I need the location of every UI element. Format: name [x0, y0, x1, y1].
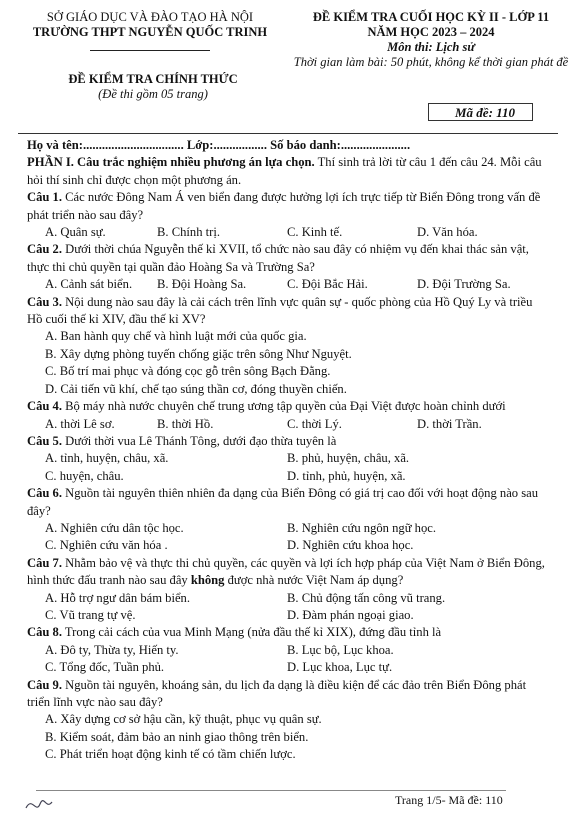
department-name: SỞ GIÁO DỤC VÀ ĐÀO TẠO HÀ NỘI: [46, 10, 254, 24]
q8-options-row2: [27, 659, 547, 676]
official-block: [18, 72, 288, 102]
q4-options: [27, 416, 547, 433]
q5-option-c: C. huyện, châu.: [45, 468, 124, 483]
q5-option-a: A. tỉnh, huyện, châu, xã.: [45, 451, 169, 466]
exam-code-box: Mã đề: 110: [428, 103, 533, 121]
q4-option-b: B. thời Hồ.: [157, 416, 214, 431]
header-right: [290, 10, 572, 70]
q5-options-row1: [27, 450, 547, 467]
q4-option-d: D. thời Trần.: [417, 416, 482, 431]
q2-option-a: A. Cảnh sát biển.: [45, 277, 133, 292]
official-title: ĐỀ KIỂM TRA CHÍNH THỨC: [68, 72, 238, 86]
exam-title: ĐỀ KIỂM TRA CUỐI HỌC KỲ II - LỚP 11: [312, 10, 550, 24]
header-left: [0, 10, 300, 40]
q6-option-c: C. Nghiên cứu văn hóa .: [45, 538, 168, 553]
q1-options: [27, 224, 547, 241]
time-limit: Thời gian làm bài: 50 phút, không kể thời gian phát đề: [293, 55, 569, 69]
q3-option-a: A. Ban hành quy chế và hình luật mới của quốc gia.: [45, 329, 307, 344]
page-count: (Đề thi gồm 05 trang): [98, 87, 208, 101]
class-field: Lớp:.................: [186, 138, 267, 152]
q4-option-a: A. thời Lê sơ.: [45, 416, 115, 431]
q7-options-row1: [27, 590, 547, 607]
q2-option-b: B. Đội Hoàng Sa.: [157, 277, 247, 292]
exam-body: [27, 137, 547, 764]
question-7: Câu 7. Nhằm bảo vệ và thực thi chủ quyền, các quyền và lợi ích hợp pháp của Việt Nam ở Biển Đông, hình thức đấu tranh nào sau đây không được nhà nước Việt Nam áp dụng?: [27, 555, 545, 588]
q9-option-a: A. Xây dựng cơ sở hậu cần, kỹ thuật, phục vụ quân sự.: [45, 712, 322, 727]
q2-options: [27, 276, 547, 293]
q1-option-c: C. Kinh tế.: [287, 225, 343, 240]
q5-option-b: B. phủ, huyện, châu, xã.: [287, 451, 410, 466]
part1-heading: PHẦN I. Câu trắc nghiệm nhiều phương án lựa chọn. Thí sinh trả lời từ câu 1 đến câu 24. Mỗi câu hỏi thí sinh chỉ được chọn một phương án.: [27, 155, 542, 187]
q6-options-row1: [27, 520, 547, 537]
question-9: Câu 9. Nguồn tài nguyên, khoáng sản, du lịch đa dạng là điều kiện để các đảo trên Biển Đông phát triển lĩnh vực nào sau đây?: [27, 677, 527, 709]
q7-options-row2: [27, 607, 547, 624]
question-6: Câu 6. Nguồn tài nguyên thiên nhiên đa dạng của Biển Đông có giá trị cao đối với hoạt động nào sau đây?: [27, 486, 539, 518]
id-field: Số báo danh:......................: [270, 138, 411, 152]
question-4: Câu 4. Bộ máy nhà nước chuyên chế trung ương tập quyền của Đại Việt được hoàn chỉnh dưới: [27, 399, 506, 414]
q6-option-a: A. Nghiên cứu dân tộc học.: [45, 520, 184, 535]
q7-option-c: C. Vũ trang tự vệ.: [45, 607, 136, 622]
question-8: Câu 8. Trong cải cách của vua Minh Mạng (nửa đầu thế kỉ XIX), đứng đầu tỉnh là: [27, 625, 442, 640]
q8-option-c: C. Tổng đốc, Tuần phủ.: [45, 660, 165, 675]
name-field: Họ và tên:................................: [27, 138, 184, 152]
question-3: Câu 3. Nội dung nào sau đây là cải cách trên lĩnh vực quân sự - quốc phòng của Hồ Quý Ly và triều Hồ cuối thế kỉ XIV, đầu thế kỉ XV?: [27, 294, 533, 327]
q6-option-d: D. Nghiên cứu khoa học.: [287, 538, 414, 553]
q1-option-b: B. Chính trị.: [157, 225, 220, 240]
q5-options-row2: [27, 468, 547, 485]
q6-options-row2: [27, 537, 547, 554]
question-1: Câu 1. Các nước Đông Nam Á ven biển đang được hưởng lợi ích trực tiếp từ Biển Đông trong vấn đề phát triển nào sau đây?: [27, 190, 541, 222]
school-name: TRƯỜNG THPT NGUYỄN QUỐC TRINH: [32, 25, 268, 39]
student-info-line: [27, 137, 547, 154]
q8-option-b: B. Lục bộ, Lục khoa.: [287, 642, 394, 657]
q2-option-c: C. Đội Bắc Hải.: [287, 277, 368, 292]
q3-option-d: D. Cải tiến vũ khí, chế tạo súng thần cơ, đóng thuyền chiến.: [45, 381, 347, 396]
q3-option-c: C. Bố trí mai phục và đóng cọc gỗ trên sông Bạch Đằng.: [45, 364, 331, 379]
q1-option-a: A. Quân sự.: [45, 225, 106, 240]
q9-option-c: C. Phát triển hoạt động kinh tế có tầm chiến lược.: [45, 747, 296, 762]
school-year: NĂM HỌC 2023 – 2024: [367, 25, 495, 39]
q8-option-a: A. Đô ty, Thừa ty, Hiến ty.: [45, 642, 179, 657]
divider: [18, 133, 558, 134]
q4-option-c: C. thời Lý.: [287, 416, 342, 431]
subject: Môn thi: Lịch sử: [387, 40, 475, 54]
q8-option-d: D. Lục khoa, Lục tự.: [287, 660, 393, 675]
q7-option-a: A. Hỗ trợ ngư dân bám biển.: [45, 590, 190, 605]
footer-divider: [36, 790, 506, 791]
q5-option-d: D. tỉnh, phủ, huyện, xã.: [287, 468, 406, 483]
page-footer: Trang 1/5- Mã đề: 110: [395, 793, 503, 807]
question-5: Câu 5. Dưới thời vua Lê Thánh Tông, dưới đạo thừa tuyên là: [27, 433, 337, 448]
q8-options-row1: [27, 642, 547, 659]
q2-option-d: D. Đội Trường Sa.: [417, 277, 511, 292]
q6-option-b: B. Nghiên cứu ngôn ngữ học.: [287, 520, 437, 535]
handwritten-signature: [24, 794, 54, 818]
q3-option-b: B. Xây dựng phòng tuyến chống giặc trên sông Như Nguyệt.: [45, 346, 352, 361]
q7-option-b: B. Chủ động tấn công vũ trang.: [287, 590, 446, 605]
question-2: Câu 2. Dưới thời chúa Nguyễn thế kỉ XVII, tổ chức nào sau đây có nhiệm vụ đến khai thác sản vật, thực thi chủ quyền tại quần đảo Hoàng Sa và Trường Sa?: [27, 242, 529, 274]
q9-option-b: B. Kiểm soát, đảm bảo an ninh giao thông trên biển.: [45, 729, 309, 744]
header-underline: [90, 50, 210, 51]
q7-option-d: D. Đàm phán ngoại giao.: [287, 607, 414, 622]
q1-option-d: D. Văn hóa.: [417, 225, 478, 240]
